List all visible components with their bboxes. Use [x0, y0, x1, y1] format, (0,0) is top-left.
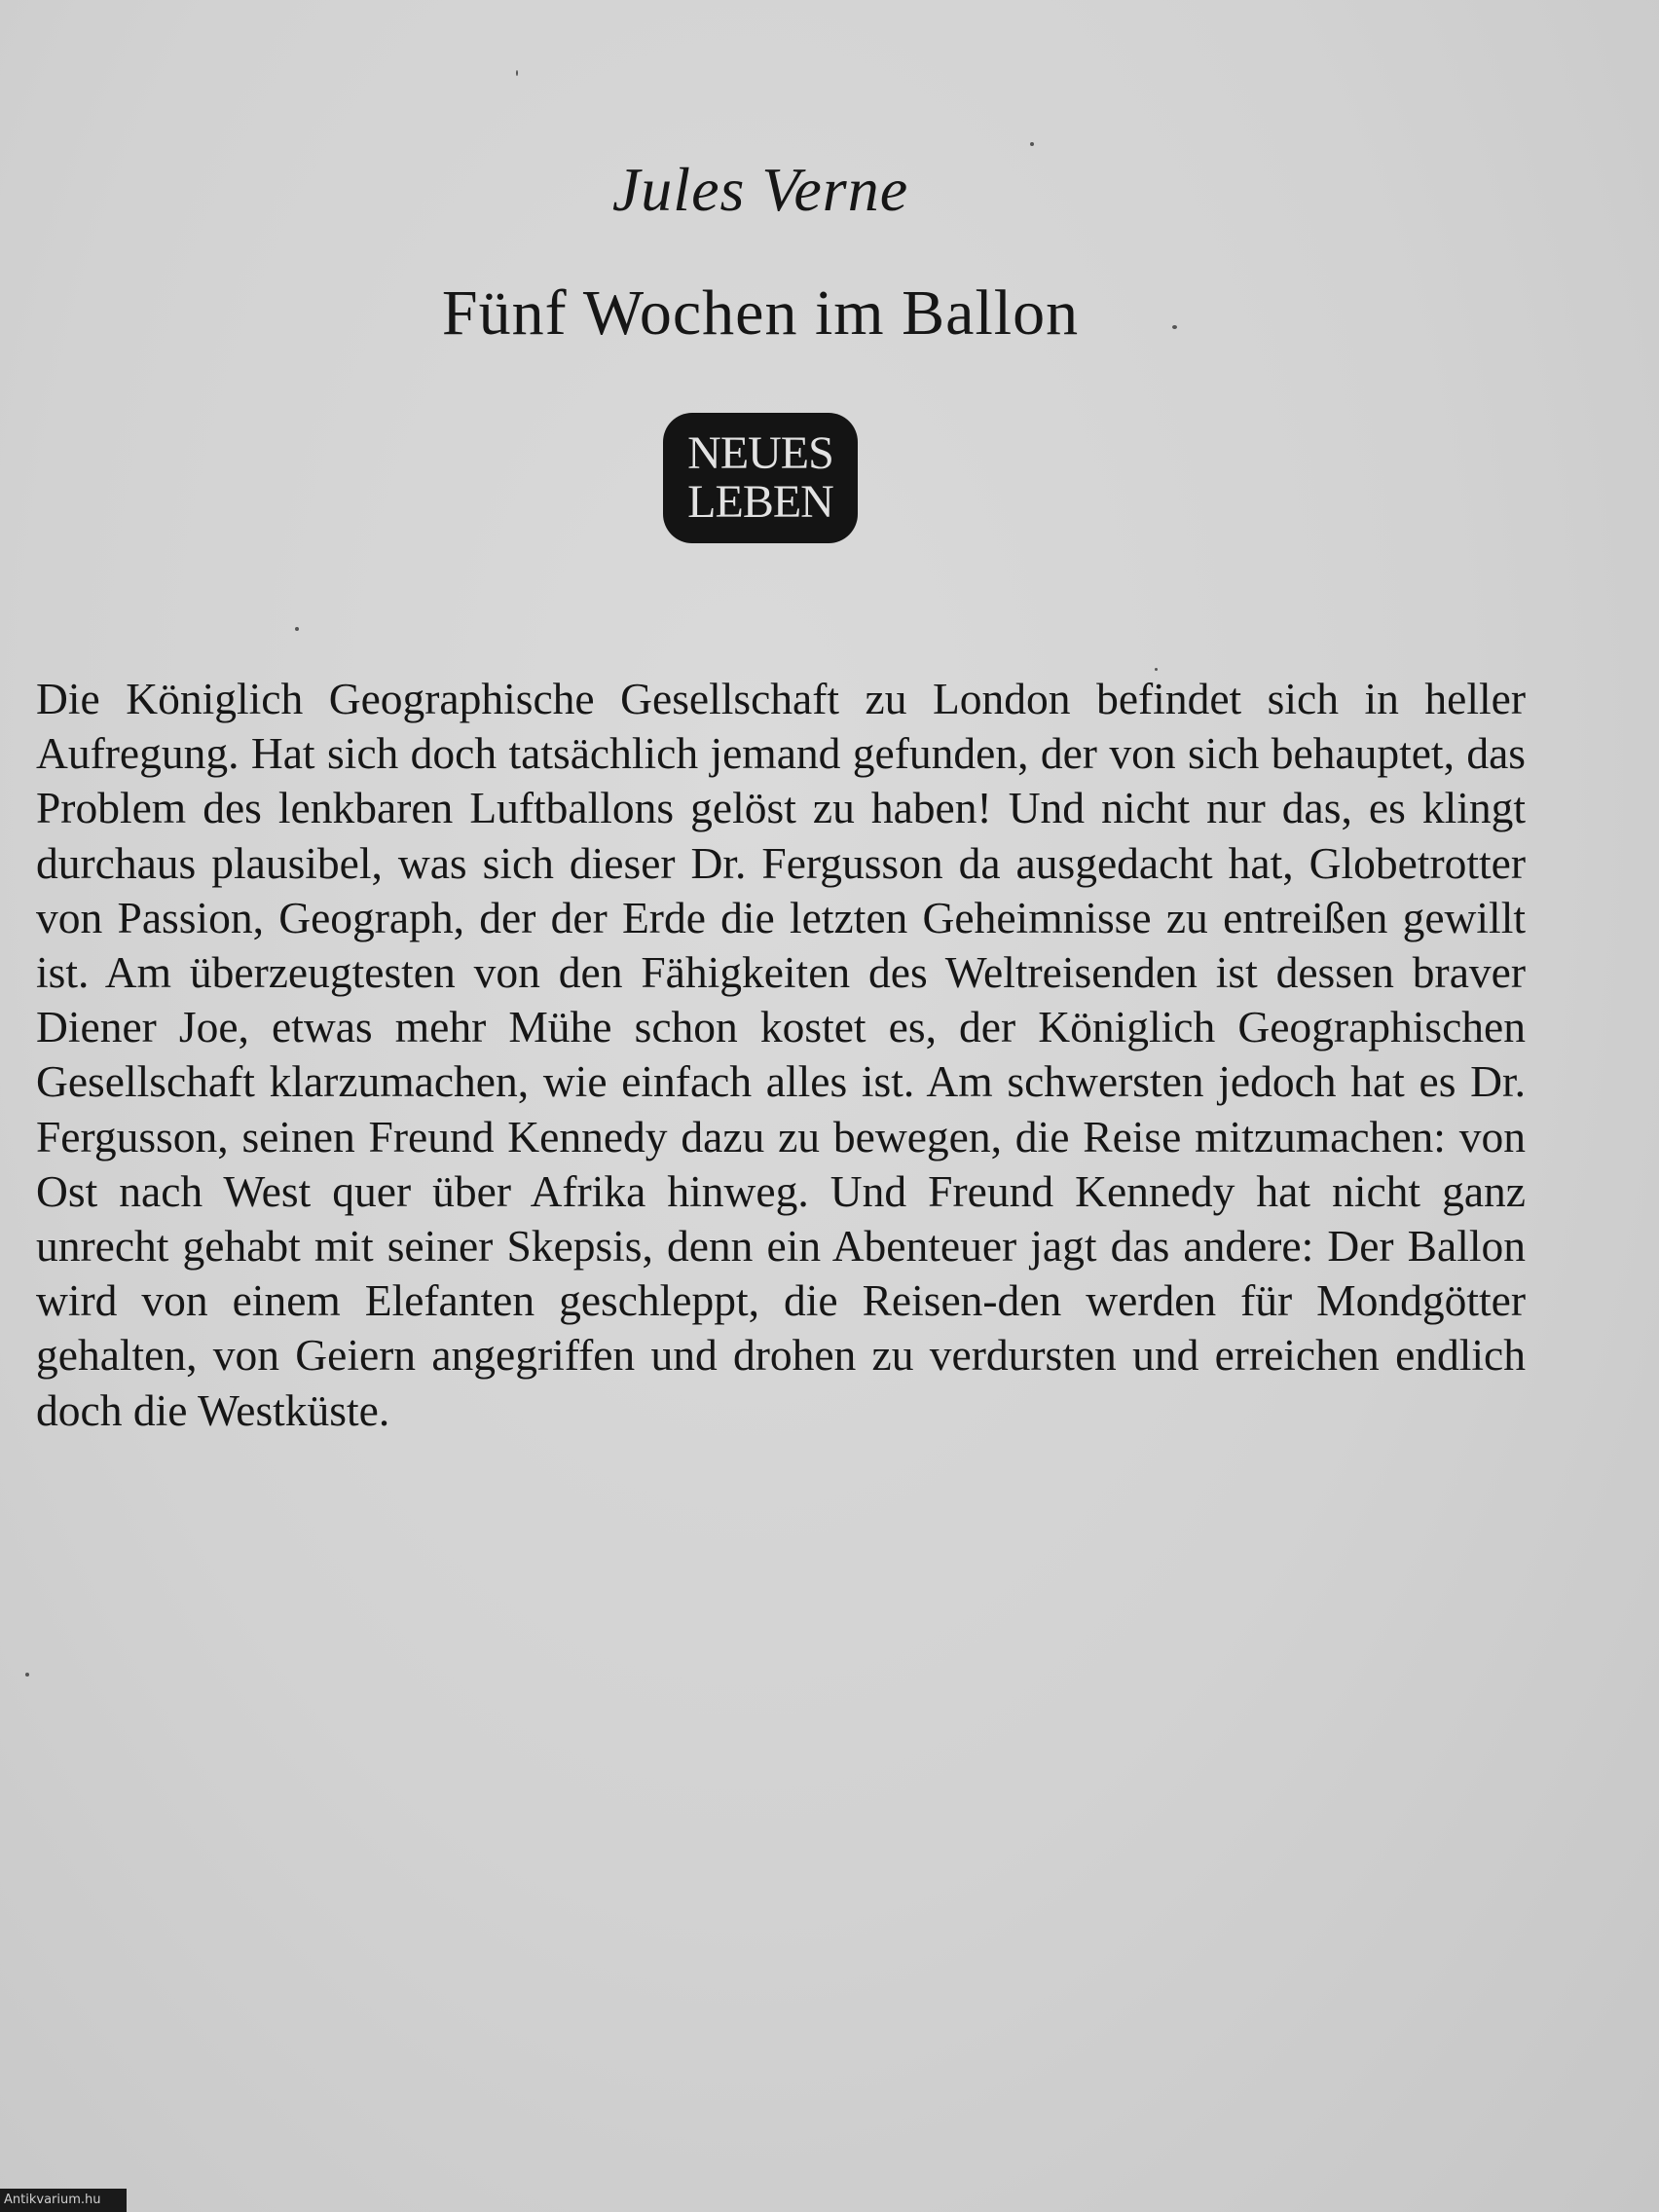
paper-speck — [1155, 668, 1158, 671]
paper-speck — [1030, 142, 1034, 146]
author-name: Jules Verne — [611, 155, 909, 224]
paper-speck — [25, 1673, 29, 1677]
book-blurb: Die Königlich Geographische Gesellschaft zu London befindet sich in heller Aufregung. Hat sich doch tatsächlich jemand gefunden, der von sich behauptet, das Problem des lenkbaren Luftballons gelöst zu haben! Und nicht nur das, es klingt durchaus plausibel, was sich dieser Dr. Fergusson da ausgedacht hat, Globetrotter von Passion, Geograph, der der Erde die letzten Geheimnisse zu entreißen gewillt ist. Am überzeugtesten von den Fähigkeiten des Weltreisenden ist dessen braver Diener Joe, etwas mehr Mühe schon kostet es, der Königlich Geographischen Gesellschaft klarzumachen, wie einfach alles ist. Am schwersten jedoch hat es Dr. Fergusson, seinen Freund Kennedy dazu zu bewegen, die Reise mitzumachen: von Ost nach West quer über Afrika hinweg. Und Freund Kennedy hat nicht ganz unrecht gehabt mit seiner Skepsis, denn ein Abenteuer jagt das andere: Der Ballon wird von einem Elefanten geschleppt, die Reisen-den werden für Mondgötter gehalten, von Geiern angegriffen und drohen zu verdursten und erreichen endlich doch die Westküste. — [36, 674, 1526, 1435]
publisher-logo — [663, 413, 858, 543]
paper-speck — [516, 70, 518, 76]
paper-speck — [295, 627, 299, 631]
watermark: Antikvarium.hu — [0, 2189, 127, 2212]
paper-speck — [1172, 325, 1177, 329]
book-title: Fünf Wochen im Ballon — [441, 277, 1080, 349]
publisher-logo-line2: LEBEN — [687, 476, 833, 528]
publisher-logo-line1: NEUES — [687, 427, 833, 479]
